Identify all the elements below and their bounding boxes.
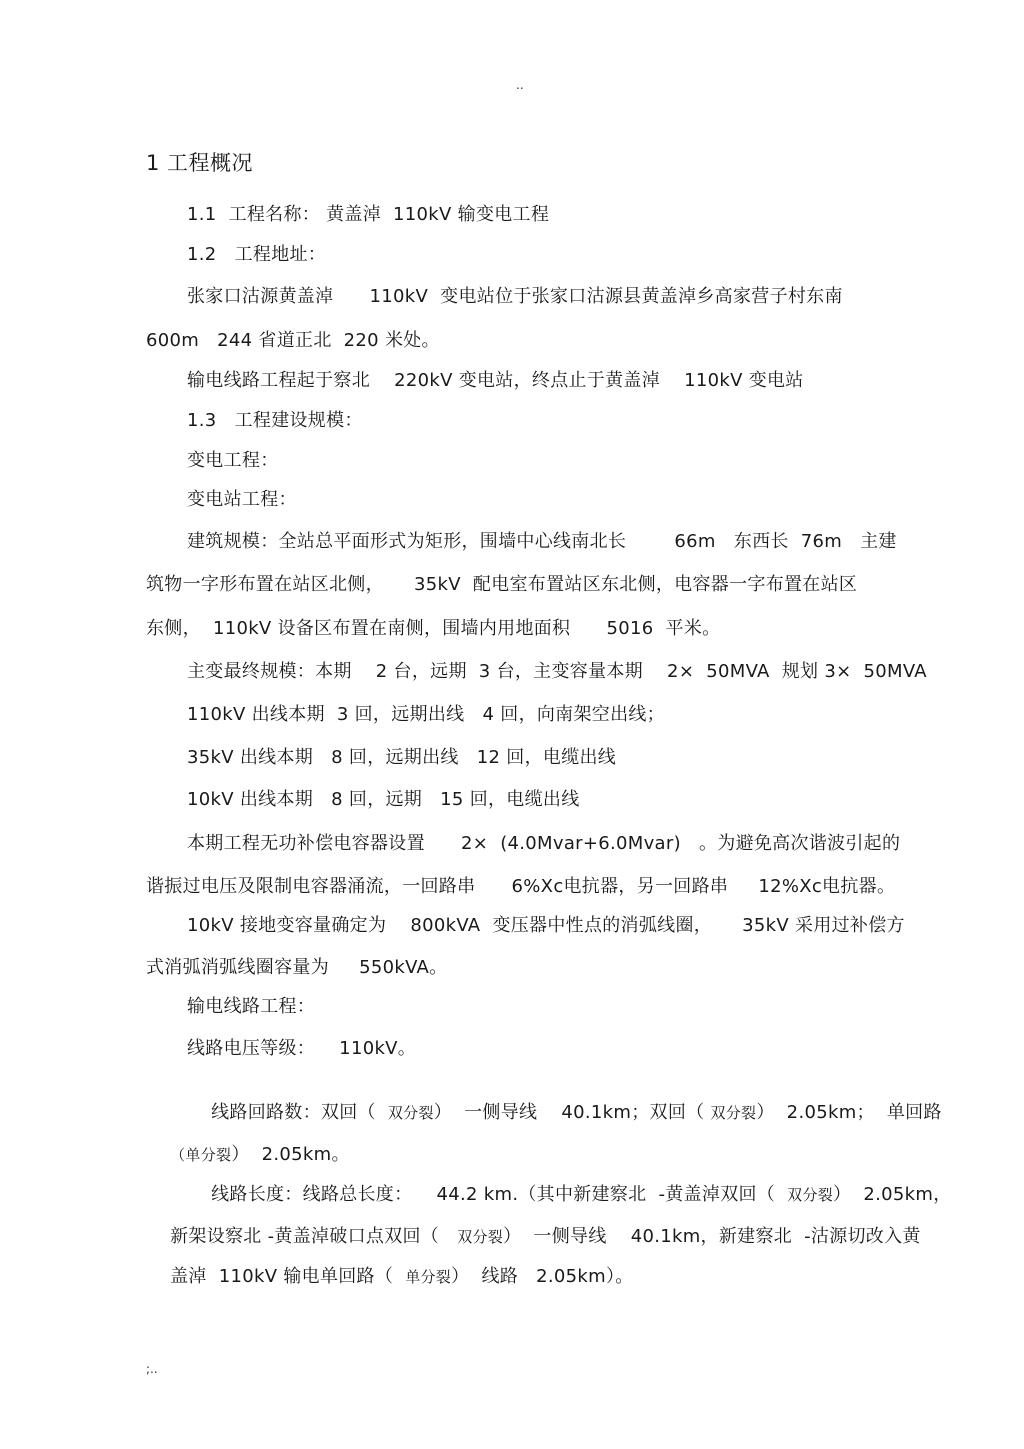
text-run: 线路回路数：双回（ (211, 1102, 388, 1123)
split-type-note: 双分裂 (457, 1228, 504, 1246)
text-run: ） 2.05km， (833, 1184, 952, 1205)
text-run: 线路长度：线路总长度： 44.2 km.（其中新建察北 -黄盖淖双回（ (211, 1184, 788, 1205)
paragraph-line: 变电站工程： (187, 489, 297, 510)
paragraph-line: 东侧， 110kV 设备区布置在南侧，围墙内用地面积 5016 平米。 (146, 618, 721, 639)
paragraph-line: 输电线路工程起于察北 220kV 变电站，终点止于黄盖淖 110kV 变电站 (187, 370, 804, 391)
paragraph-line: 1.3 工程建设规模： (187, 410, 363, 431)
paragraph-line: 10kV 接地变容量确定为 800kVA 变压器中性点的消弧线圈， 35kV 采用过补偿方 (187, 915, 905, 936)
paragraph-line: 线路电压等级： 110kV。 (187, 1038, 417, 1059)
paragraph-line: 谐振过电压及限制电容器涌流，一回路串 6%Xc电抗器，另一回路串 12%Xc电抗器。 (146, 876, 896, 897)
paragraph-line: 110kV 出线本期 3 回，远期出线 4 回，向南架空出线； (187, 704, 665, 725)
text-run: ） 线路 2.05km）。 (451, 1266, 634, 1287)
page-header-mark: .. (516, 78, 524, 92)
paragraph-line: 张家口沽源黄盖淖 110kV 变电站位于张家口沽源县黄盖淖乡高家营子村东南 (187, 286, 843, 307)
paragraph-line: 变电工程： (187, 450, 279, 471)
paragraph-line (146, 1241, 634, 1313)
split-type-note: 双分裂 (710, 1104, 757, 1122)
split-type-note: 单分裂 (185, 1146, 232, 1164)
text-run: ） 一侧导线 40.1km，新建察北 -沽源切改入黄 (503, 1226, 921, 1247)
paragraph-line: 35kV 出线本期 8 回，远期出线 12 回，电缆出线 (187, 747, 617, 768)
section-title: 1 工程概况 (146, 151, 254, 175)
paragraph-line: 1.2 工程地址： (187, 244, 327, 265)
paragraph-line: 式消弧消弧线圈容量为 550kVA。 (146, 957, 448, 978)
text-run: （ (170, 1146, 186, 1164)
page-footer-mark: ;.. (146, 1362, 158, 1376)
paragraph-line: 600m 244 省道正北 220 米处。 (146, 330, 440, 351)
text-run: 盖淖 110kV 输电单回路（ (170, 1266, 406, 1287)
text-run: ） 2.05km。 (231, 1144, 350, 1165)
text-run: 新架设察北 -黄盖淖破口点双回（ (170, 1226, 458, 1247)
split-type-note: 双分裂 (787, 1186, 834, 1204)
paragraph-line: 输电线路工程： (187, 996, 316, 1017)
paragraph-line: 主变最终规模：本期 2 台，远期 3 台，主变容量本期 2× 50MVA 规划 3× 50MVA (187, 661, 927, 682)
paragraph-line: 1.1 工程名称： 黄盖淖 110kV 输变电工程 (187, 204, 550, 225)
text-run: ） 一侧导线 40.1km；双回（ (433, 1102, 711, 1123)
paragraph-line: 建筑规模：全站总平面形式为矩形，围墙中心线南北长 66m 东西长 76m 主建 (187, 531, 897, 552)
split-type-note: 双分裂 (387, 1104, 434, 1122)
paragraph-line: 筑物一字形布置在站区北侧， 35kV 配电室布置站区东北侧，电容器一字布置在站区 (146, 574, 858, 595)
split-type-note: 单分裂 (405, 1268, 452, 1286)
paragraph-line: 10kV 出线本期 8 回，远期 15 回，电缆出线 (187, 789, 580, 810)
paragraph-line: 本期工程无功补偿电容器设置 2× (4.0Mvar+6.0Mvar) 。为避免高次谐波引起的 (187, 833, 901, 854)
text-run: ） 2.05km； 单回路 (756, 1102, 942, 1123)
